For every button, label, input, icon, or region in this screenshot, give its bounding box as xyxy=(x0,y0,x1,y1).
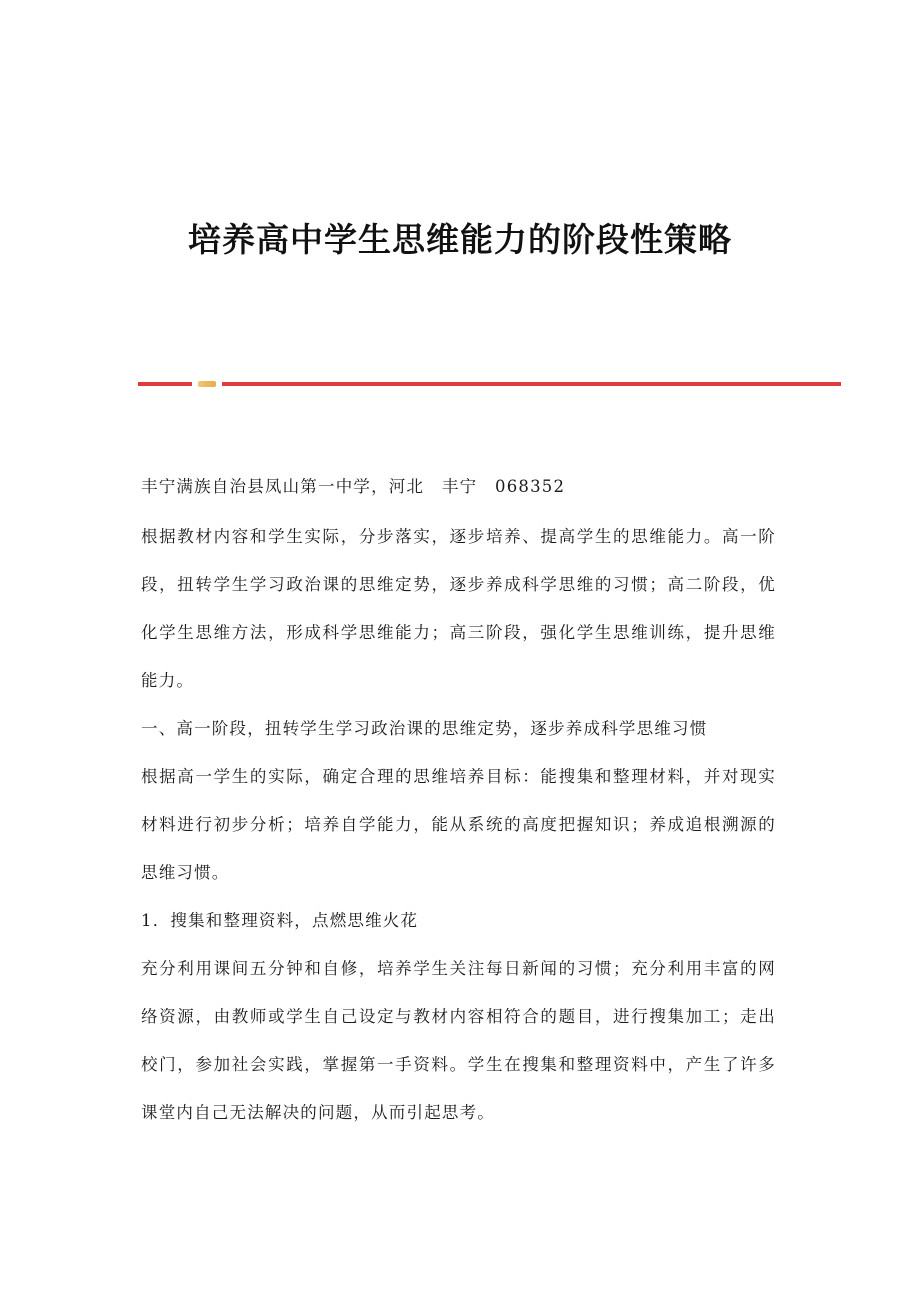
title-divider xyxy=(138,380,841,388)
document-title: 培养高中学生思维能力的阶段性策略 xyxy=(188,220,732,259)
document-body xyxy=(141,463,776,1137)
body-paragraph: 根据高一学生的实际，确定合理的思维培养目标：能搜集和整理材料，并对现实材料进行初步分析；培养自学能力，能从系统的高度把握知识；养成追根溯源的思维习惯。 xyxy=(141,767,776,882)
divider-bar-right xyxy=(222,382,841,386)
subsection-heading-1: 1．搜集和整理资料，点燃思维火花 xyxy=(141,911,419,930)
affiliation-line: 丰宁满族自治县凤山第一中学，河北 丰宁 068352 xyxy=(141,477,566,496)
divider-bar-left xyxy=(138,382,192,386)
body-paragraph: 充分利用课间五分钟和自修，培养学生关注每日新闻的习惯；充分利用丰富的网络资源，由教师或学生自己设定与教材内容相符合的题目，进行搜集加工；走出校门，参加社会实践，掌握第一手资料。学生在搜集和整理资料中，产生了许多课堂内自己无法解决的问题，从而引起思考。 xyxy=(141,959,776,1122)
abstract-paragraph: 根据教材内容和学生实际，分步落实，逐步培养、提高学生的思维能力。高一阶段，扭转学生学习政治课的思维定势，逐步养成科学思维的习惯；高二阶段，优化学生思维方法，形成科学思维能力；高三阶段，强化学生思维训练，提升思维能力。 xyxy=(141,527,776,690)
section-heading-1: 一、高一阶段，扭转学生学习政治课的思维定势，逐步养成科学思维习惯 xyxy=(141,719,708,738)
divider-pencil-icon xyxy=(198,381,216,387)
